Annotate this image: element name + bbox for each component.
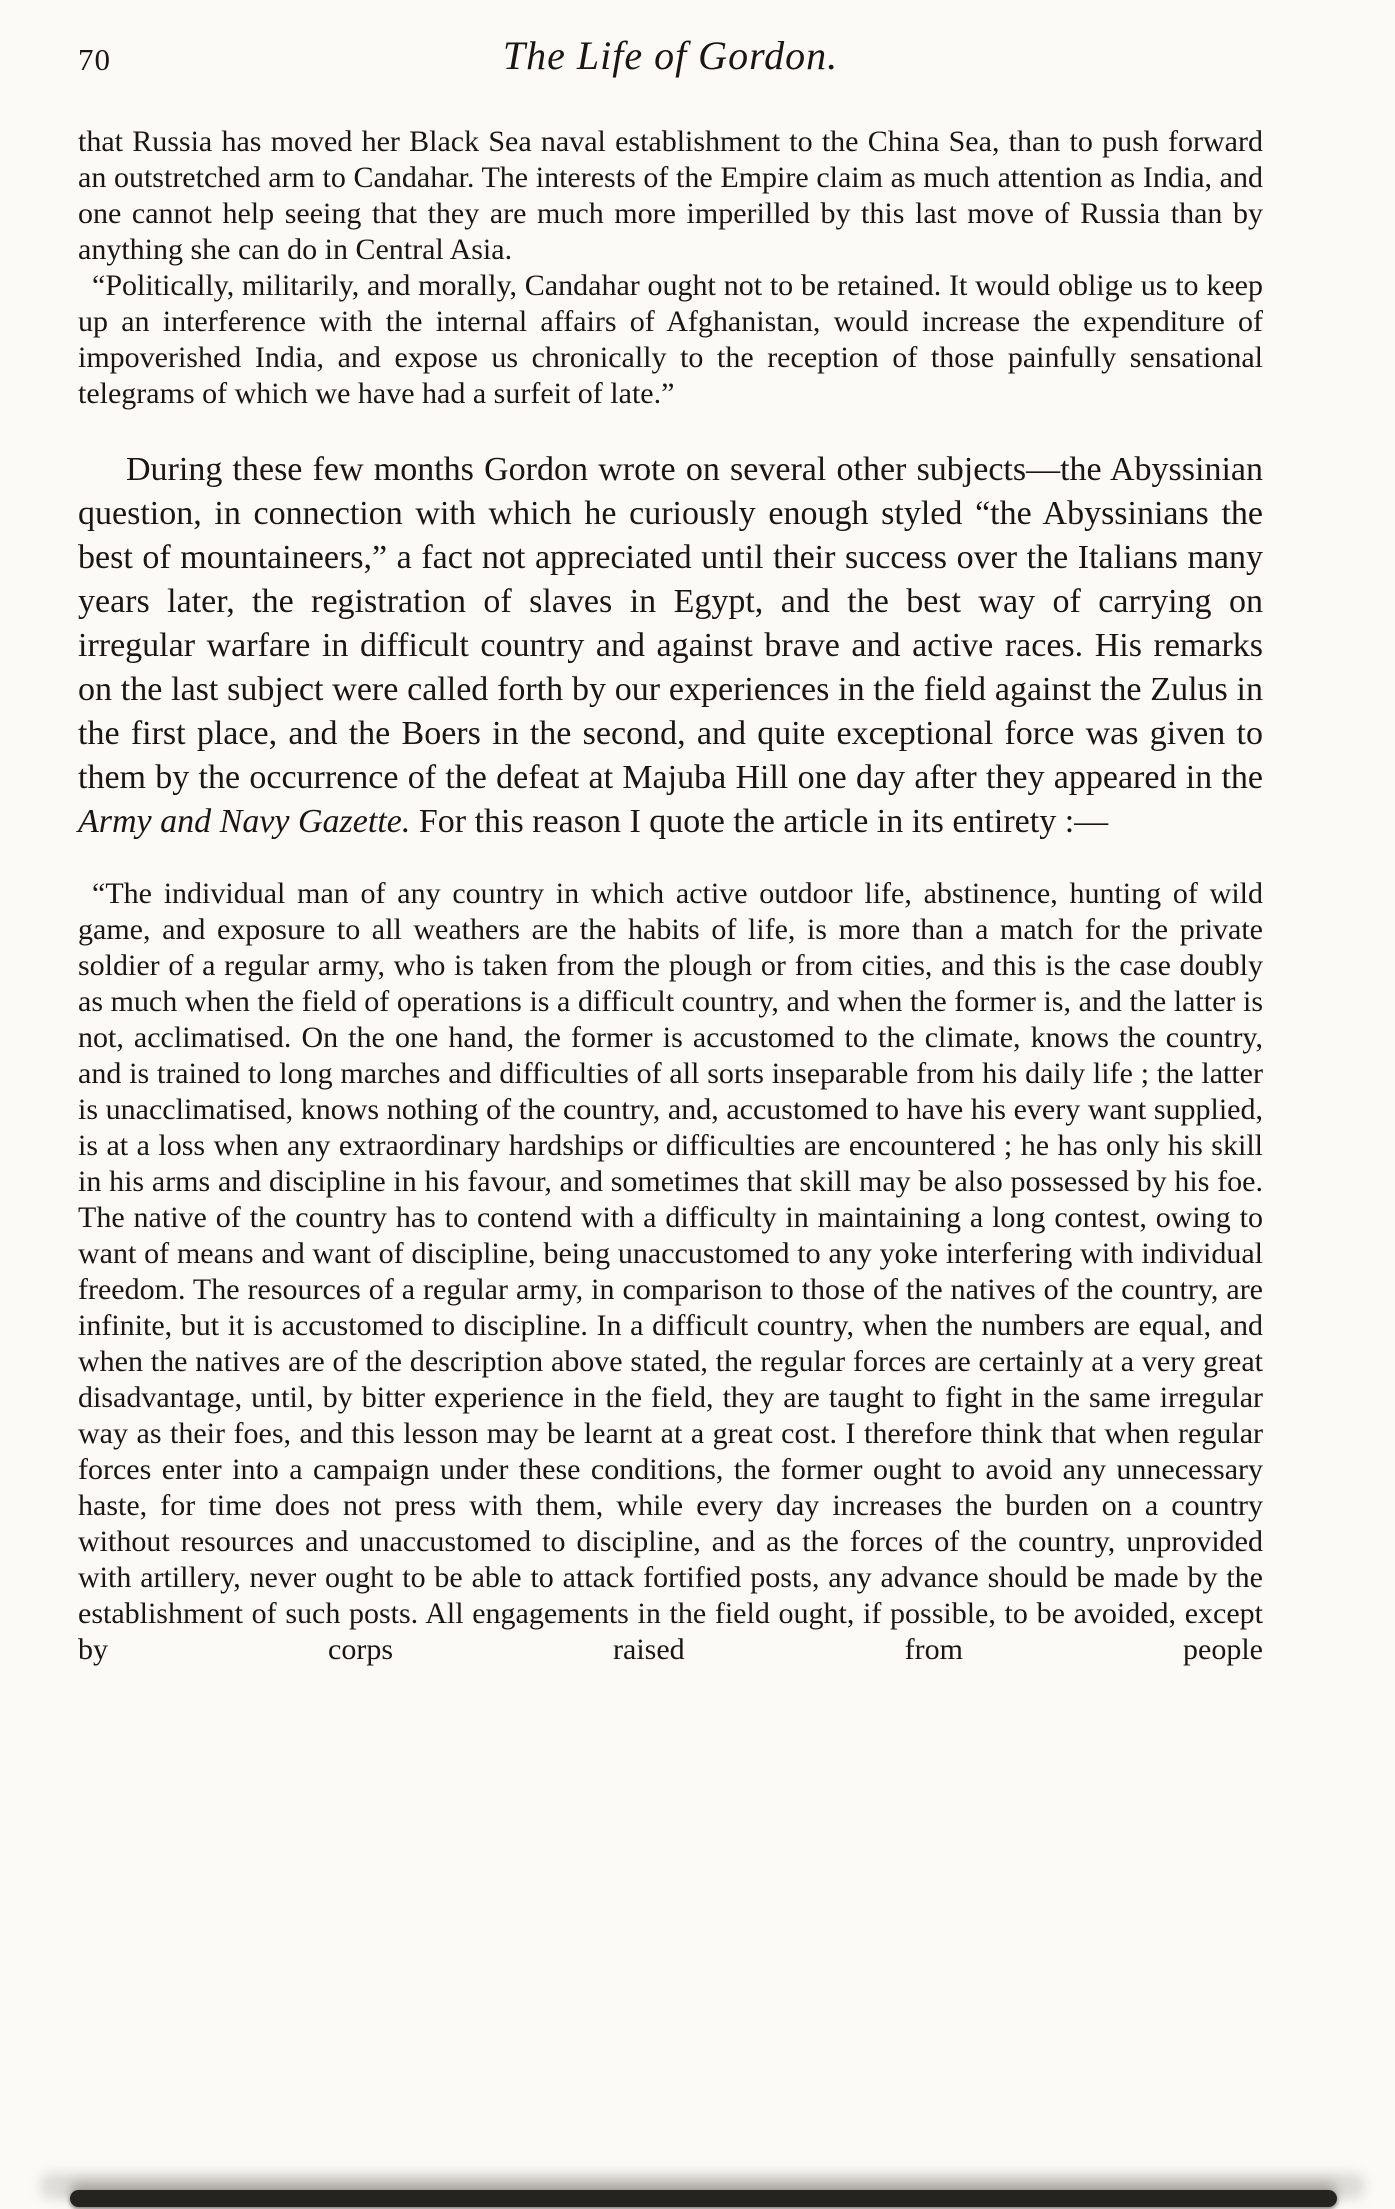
quoted-paragraph-candahar: “Politically, militarily, and morally, Candahar ought not to be retained. It would oblige us to keep up an interference with the internal affairs of Afghanistan, would increase the expenditure of impoverished India, and expose us chronically to the reception of those painfully sensational telegrams of which we have had a surfeit of late.” [78,269,1263,410]
lead-paragraph-text-end: For this reason I quote the article in its entirety :— [410,803,1109,840]
body-paragraph-continuation: that Russia has moved her Black Sea naval establishment to the China Sea, than to push forward an outstretched arm to Candahar. The interests of the Empire claim as much attention as India, and one cannot help seeing that they are much more imperilled by this last move of Russia than by anything she can do in Central Asia. [78,125,1263,266]
page-header [78,32,1263,88]
quoted-article-paragraph: “The individual man of any country in which active outdoor life, abstinence, hunting of wild game, and exposure to all weathers are the habits of life, is more than a match for the private soldier of a regular army, who is taken from the plough or from cities, and this is the case doubly as much when the field of operations is a difficult country, and when the former is, and the latter is not, acclimatised. On the one hand, the former is accustomed to the climate, knows the country, and is trained to long marches and difficulties of all sorts inseparable from his daily life ; the latter is unacclimatised, knows nothing of the country, and, accustomed to have his every want supplied, is at a loss when any extraordinary hardships or difficulties are encountered ; he has only his skill in his arms and discipline in his favour, and sometimes that skill may be also possessed by his foe. The native of the country has to contend with a difficulty in maintaining a long contest, owing to want of means and want of discipline, being unaccustomed to any yoke interfering with individual freedom. The resources of a regular army, in comparison to those of the natives of the country, are infinite, but it is accustomed to discipline. In a difficult country, when the numbers are equal, and when the natives are of the description above stated, the regular forces are certainly at a very great disadvantage, until, by bitter experience in the field, they are taught to fight in the same irregular way as their foes, and this lesson may be learnt at a great cost. I therefore think that when regular forces enter into a campaign under these conditions, the former ought to avoid any unnecessary haste, for time does not press with them, while every day increases the burden on a country without resources and unaccustomed to discipline, and as the forces of the country, unprovided with artillery, never ought to be able to attack fortified posts, any advance should be made by the establishment of such posts. All engagements in the field ought, if possible, to be avoided, except by corps raised from people [78,877,1263,1666]
publication-title-italic: Army and Navy Gazette. [78,803,411,840]
scan-artifact-bottom-edge [70,2190,1337,2207]
running-title: The Life of Gordon. [502,33,839,78]
lead-paragraph-text: During these few months Gordon wrote on several other subjects—the Abyssinian question, in connection with which he curiously enough styled “the Abyssinians the best of mountaineers,” a fact not appreciated until their success over the Italians many years later, the registration of slaves in Egypt, and the best way of carrying on irregular warfare in difficult country and against brave and active races. His remarks on the last subject were called forth by our experiences in the field against the Zulus in the first place, and the Boers in the second, and quite exceptional force was given to them by the occurrence of the defeat at Majuba Hill one day after they appeared in the [78,451,1263,796]
page-number: 70 [78,42,111,77]
lead-paragraph-gordon-subjects [78,448,1263,844]
